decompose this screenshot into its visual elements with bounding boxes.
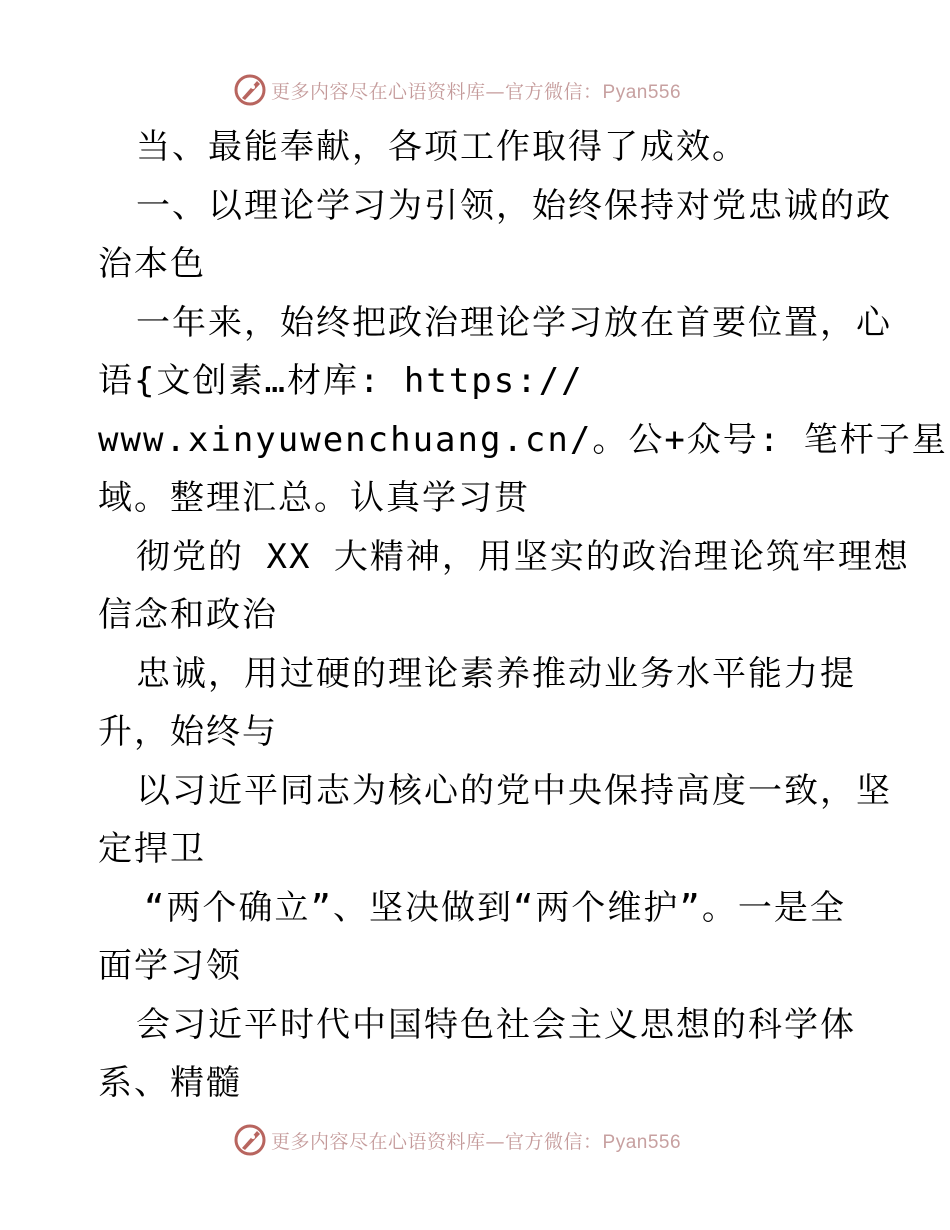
text-line: 一年来，始终把政治理论学习放在首要位置，心 xyxy=(136,302,892,343)
text-line: 忠诚，用过硬的理论素养推动业务水平能力提 xyxy=(136,653,856,694)
pen-nib-seal-icon xyxy=(233,73,267,107)
text-line: 升，始终与 xyxy=(98,712,278,752)
banner-text xyxy=(271,1127,681,1154)
text-line: 当、最能奉献，各项工作取得了成效。 xyxy=(136,127,748,167)
text-line: 信念和政治 xyxy=(98,595,278,635)
body-text xyxy=(98,118,948,1113)
text-line: 域。整理汇总。认真学习贯 xyxy=(98,478,530,518)
banner-label: 更多内容尽在心语资料库—官方微信： xyxy=(271,80,603,103)
text-line: 系、精髓 xyxy=(98,1063,242,1103)
banner-text xyxy=(271,77,681,104)
text-line: 以习近平同志为核心的党中央保持高度一致，坚 xyxy=(136,770,892,811)
pen-nib-seal-icon xyxy=(233,1123,267,1157)
text-line: 治本色 xyxy=(98,244,206,284)
text-line: 彻党的 XX 大精神，用坚实的政治理论筑牢理想 xyxy=(136,536,910,577)
banner-label: 更多内容尽在心语资料库—官方微信： xyxy=(271,1130,603,1153)
text-line: 面学习领 xyxy=(98,946,242,986)
footer-watermark-banner xyxy=(0,1120,950,1160)
text-line: 定捍卫 xyxy=(98,829,206,869)
text-line: “两个确立”、坚决做到“两个维护”。一是全 xyxy=(144,887,846,928)
text-line: 一、以理论学习为引领，始终保持对党忠诚的政 xyxy=(136,185,892,226)
banner-wechat-id: Pyan556 xyxy=(602,1131,682,1153)
text-line: 会习近平时代中国特色社会主义思想的科学体 xyxy=(136,1004,856,1045)
text-line: 语{文创素…材库: https:// xyxy=(98,361,584,401)
header-watermark-banner xyxy=(0,70,950,110)
banner-wechat-id: Pyan556 xyxy=(602,81,682,103)
text-line: www.xinyuwenchuang.cn/。公+众号: 笔杆子星 xyxy=(98,419,948,460)
